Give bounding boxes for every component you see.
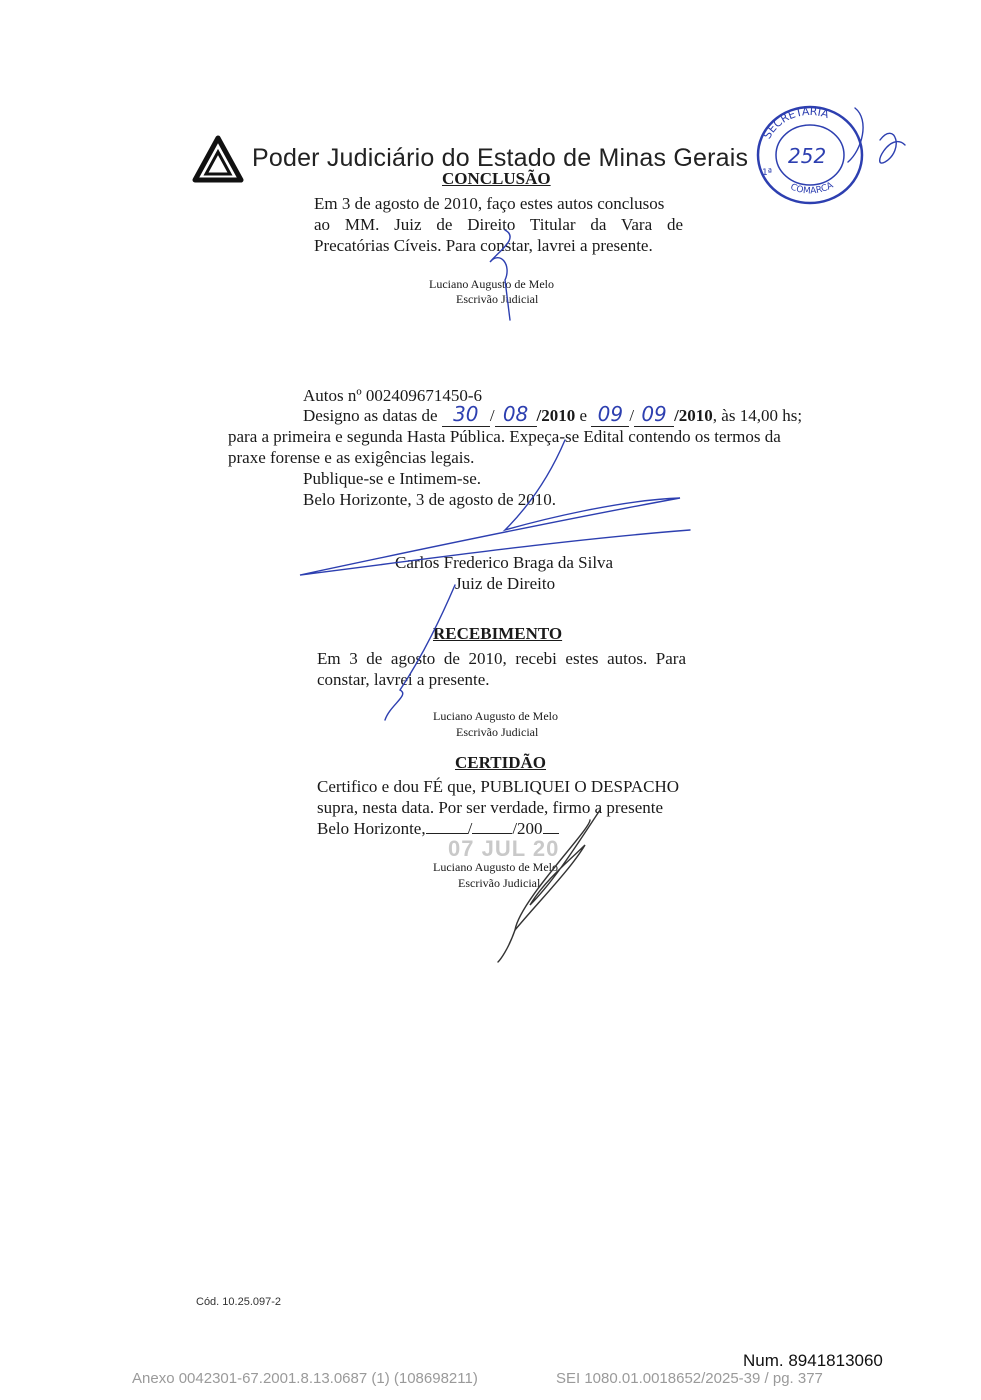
date1-day: 30 bbox=[453, 402, 479, 426]
recebimento-line-2: constar, lavrei a presente. bbox=[317, 670, 490, 689]
autos-number: Autos nº 002409671450-6 bbox=[303, 386, 483, 405]
document-number: Num. 8941813060 bbox=[743, 1351, 883, 1370]
certidao-year-field bbox=[543, 833, 559, 834]
despacho-line-5: Belo Horizonte, 3 de agosto de 2010. bbox=[303, 490, 557, 509]
conclusao-signer-name: Luciano Augusto de Melo bbox=[429, 277, 554, 291]
recebimento-signer-name: Luciano Augusto de Melo bbox=[433, 709, 558, 723]
stamp-text-bottom: COMARCA bbox=[788, 180, 836, 197]
despacho-line-2: para a primeira e segunda Hasta Pública. Expeça-se Edital contendo os termos da bbox=[228, 427, 781, 446]
date1-month: 08 bbox=[502, 402, 529, 426]
date2-month: 09 bbox=[641, 402, 667, 426]
date2-day-field bbox=[591, 404, 629, 427]
designo-prefix: Designo as datas de bbox=[303, 406, 438, 425]
secretaria-stamp-icon bbox=[752, 100, 872, 210]
certidao-signature-tail bbox=[498, 930, 515, 962]
stamp-text-top: SECRETARIA bbox=[760, 104, 831, 142]
certidao-signer-title: Escrivão Judicial bbox=[458, 876, 541, 890]
conclusao-line-3: Precatórias Cíveis. Para constar, lavrei a presente. bbox=[314, 236, 653, 255]
certidao-date-stamp: 07 JUL 20 bbox=[448, 836, 560, 861]
annex-reference: Anexo 0042301-67.2001.8.13.0687 (1) (108698211) bbox=[132, 1370, 478, 1387]
date1-day-field bbox=[442, 404, 490, 427]
date1-month-field bbox=[495, 404, 537, 427]
certidao-day-field bbox=[426, 833, 468, 834]
conclusao-signer-title: Escrivão Judicial bbox=[456, 292, 539, 306]
certidao-heading: CERTIDÃO bbox=[455, 753, 547, 772]
despacho-line-3: praxe forense e as exigências legais. bbox=[228, 448, 475, 467]
sei-reference: SEI 1080.01.0018652/2025-39 / pg. 377 bbox=[556, 1370, 823, 1387]
certidao-signer-name: Luciano Augusto de Melo bbox=[433, 860, 558, 874]
conclusao-line-2: ao MM. Juiz de Direito Titular da Vara de bbox=[314, 215, 683, 234]
date-connector: e bbox=[579, 406, 588, 425]
stamp-text-left: 1ª bbox=[762, 168, 772, 178]
conclusao-line-1: Em 3 de agosto de 2010, faço estes autos conclusos bbox=[314, 194, 665, 213]
date2-month-field bbox=[634, 404, 674, 427]
conclusao-heading: CONCLUSÃO bbox=[442, 169, 551, 188]
date1-year: /2010 bbox=[536, 406, 576, 425]
date2-day: 09 bbox=[597, 402, 624, 426]
certidao-line-1: Certifico e dou FÉ que, PUBLIQUEI O DESPACHO bbox=[317, 777, 680, 796]
form-code: Cód. 10.25.097-2 bbox=[196, 1296, 282, 1308]
certidao-line-2: supra, nesta data. Por ser verdade, firmo a presente bbox=[317, 798, 664, 817]
date2-year: /2010 bbox=[674, 406, 713, 425]
certidao-place: Belo Horizonte, bbox=[317, 819, 426, 838]
recebimento-line-1: Em 3 de agosto de 2010, recebi estes autos. Para bbox=[317, 649, 686, 668]
stamp-number: 252 bbox=[788, 144, 827, 168]
header-title: Poder Judiciário do Estado de Minas Gerais bbox=[252, 144, 749, 172]
recebimento-signer-title: Escrivão Judicial bbox=[456, 725, 539, 739]
certidao-month-field bbox=[472, 833, 512, 834]
certidao-sep: / bbox=[467, 819, 473, 838]
judge-name: Carlos Frederico Braga da Silva bbox=[395, 553, 614, 572]
time-suffix: , às 14,00 hs; bbox=[712, 406, 803, 425]
certidao-year: /200 bbox=[512, 819, 543, 838]
judge-title: Juiz de Direito bbox=[455, 574, 556, 593]
tjmg-logo-icon bbox=[192, 134, 244, 186]
recebimento-heading: RECEBIMENTO bbox=[433, 624, 563, 643]
designo-line: Designo as datas de 30 / 08 /2010 e 09 / 09 /2010, às 14,00 hs; bbox=[303, 402, 803, 426]
despacho-line-4: Publique-se e Intimem-se. bbox=[303, 469, 481, 488]
